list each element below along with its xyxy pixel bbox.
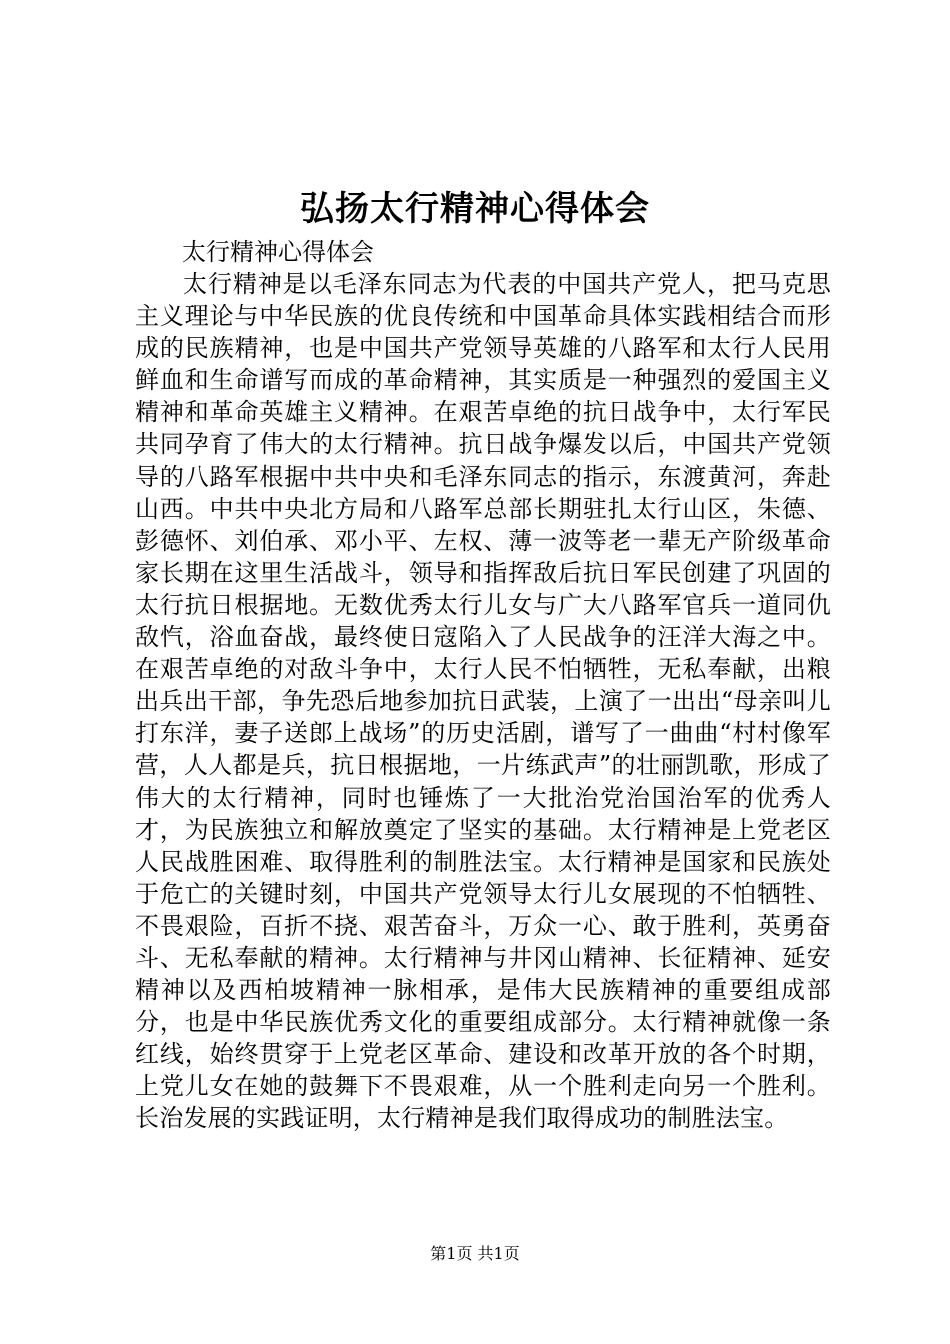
page-number-footer: 第1页 共1页 bbox=[430, 1244, 520, 1263]
document-subtitle: 太行精神心得体会 bbox=[182, 238, 374, 266]
document-body-paragraph: 太行精神是以毛泽东同志为代表的中国共产党人，把马克思主义理论与中华民族的优良传统和中国革命具体实践相结合而形成的民族精神，也是中国共产党领导英雄的八路军和太行人民用鲜血和生命谱写而成的革命精神，其实质是一种强烈的爱国主义精神和革命英雄主义精神。在艰苦卓绝的抗日战争中，太行军民共同孕育了伟大的太行精神。抗日战争爆发以后，中国共产党领导的八路军根据中共中央和毛泽东同志的指示，东渡黄河，奔赴山西。中共中央北方局和八路军总部长期驻扎太行山区，朱德、彭德怀、刘伯承、邓小平、左权、薄一波等老一辈无产阶级革命家长期在这里生活战斗，领导和指挥敌后抗日军民创建了巩固的太行抗日根据地。无数优秀太行儿女与广大八路军官兵一道同仇敌忾，浴血奋战，最终使日寇陷入了人民战争的汪洋大海之中。在艰苦卓绝的对敌斗争中，太行人民不怕牺牲，无私奉献，出粮出兵出干部，争先恐后地参加抗日武装，上演了一出出“母亲叫儿打东洋，妻子送郎上战场”的历史活剧，谱写了一曲曲“村村像军营，人人都是兵，抗日根据地，一片练武声”的壮丽凯歌，形成了伟大的太行精神，同时也锤炼了一大批治党治国治军的优秀人才，为民族独立和解放奠定了坚实的基础。太行精神是上党老区人民战胜困难、取得胜利的制胜法宝。太行精神是国家和民族处于危亡的关键时刻，中国共产党领导太行儿女展现的不怕牺牲、不畏艰险，百折不挠、艰苦奋斗，万众一心、敢于胜利，英勇奋斗、无私奉献的精神。太行精神与井冈山精神、长征精神、延安精神以及西柏坡精神一脉相承，是伟大民族精神的重要组成部分，也是中华民族优秀文化的重要组成部分。太行精神就像一条红线，始终贯穿于上党老区革命、建设和改革开放的各个时期，上党儿女在她的鼓舞下不畏艰难，从一个胜利走向另一个胜利。长治发展的实践证明，太行精神是我们取得成功的制胜法宝。 bbox=[135, 270, 831, 1133]
document-title: 弘扬太行精神心得体会 bbox=[300, 189, 650, 229]
